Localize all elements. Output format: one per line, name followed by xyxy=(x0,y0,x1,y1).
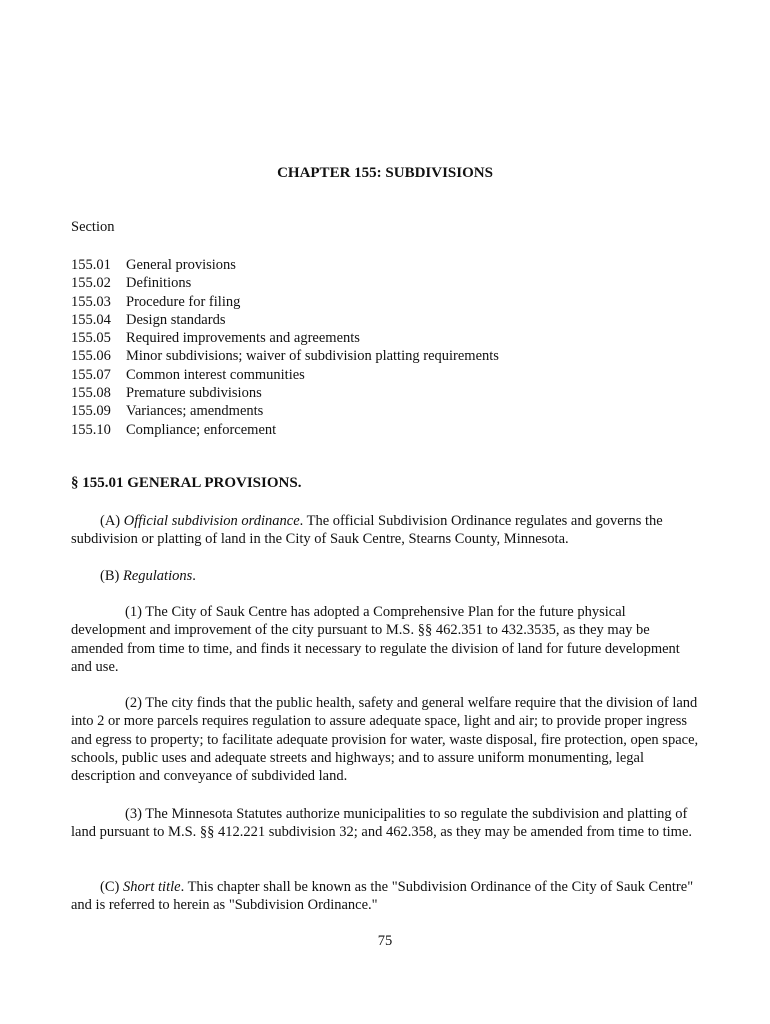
toc-entry xyxy=(71,347,499,365)
paragraph-b1: (1) The City of Sauk Centre has adopted a Comprehensive Plan for the future physical development and improvement of the city pursuant to M.S. §§ 462.351 to 432.3535, as they may be amended from time to time, and finds it necessary to regulate the division of land for future development and use. xyxy=(71,604,680,675)
toc-number: 155.02 xyxy=(71,275,111,292)
toc-number: 155.07 xyxy=(71,366,111,383)
paragraph-c-prefix: (C) xyxy=(100,879,123,895)
paragraph-c-text: . This chapter shall be known as the "Subdivision Ordinance of the City of Sauk Centre" and is referred to herein as "Subdivision Ordinance." xyxy=(71,879,694,914)
toc-title: Common interest communities xyxy=(126,366,305,383)
paragraph-a-title: Official subdivision ordinance xyxy=(123,513,300,529)
paragraph-b-text: . xyxy=(192,568,196,584)
paragraph-a-prefix: (A) xyxy=(100,513,124,529)
section-heading: § 155.01 GENERAL PROVISIONS. xyxy=(71,475,302,491)
toc-entry xyxy=(71,402,499,420)
toc-title: Design standards xyxy=(126,311,226,328)
paragraph-c-title: Short title xyxy=(122,879,181,895)
toc-number: 155.06 xyxy=(71,348,111,365)
toc-number: 155.01 xyxy=(71,257,111,273)
toc-number: 155.09 xyxy=(71,403,111,420)
paragraph-a xyxy=(71,512,701,549)
toc-entry xyxy=(71,421,499,439)
paragraph-b2: (2) The city finds that the public health, safety and general welfare require that the division of land into 2 or more parcels requires regulation to assure adequate space, light and air; to provide proper ingress and egress to property; to facilitate adequate provision for water, waste disposal, fire protection, open space, schools, public uses and adequate streets and highways; and to assure uniform monumenting, legal description and conveyance of subdivided land. xyxy=(71,695,699,785)
paragraph-a-text: . The official Subdivision Ordinance regulates and governs the subdivision or platting of land in the City of Sauk Centre, Stearns County, Minnesota. xyxy=(71,513,663,548)
toc-entry xyxy=(71,256,499,274)
toc-title: Procedure for filing xyxy=(126,293,241,310)
paragraph-b-prefix: (B) xyxy=(100,568,123,584)
toc-number: 155.03 xyxy=(71,293,111,310)
section-label: Section xyxy=(71,219,115,235)
paragraph-c xyxy=(71,878,701,915)
page-number: 75 xyxy=(377,933,393,949)
toc-title: Variances; amendments xyxy=(126,403,264,420)
toc-title: Compliance; enforcement xyxy=(126,421,277,438)
toc-entry xyxy=(71,293,499,311)
toc-entry xyxy=(71,366,499,384)
paragraph-b3: (3) The Minnesota Statutes authorize municipalities to so regulate the subdivision and platting of land pursuant to M.S. §§ 412.221 subdivision 32; and 462.358, as they may be amended from time to time. xyxy=(71,806,693,841)
toc-entry xyxy=(71,329,499,347)
toc-entry xyxy=(71,384,499,402)
toc-number: 155.10 xyxy=(71,421,111,438)
toc-title: General provisions xyxy=(126,257,236,273)
toc-number: 155.08 xyxy=(71,385,111,402)
toc-title: Required improvements and agreements xyxy=(126,330,360,347)
toc-title: Premature subdivisions xyxy=(126,385,262,402)
toc-title: Minor subdivisions; waiver of subdivision platting requirements xyxy=(126,348,499,365)
toc-number: 155.05 xyxy=(71,330,111,347)
paragraph-b xyxy=(71,567,701,585)
paragraph-b-title: Regulations xyxy=(122,568,193,584)
toc-number: 155.04 xyxy=(71,311,111,328)
toc-entry xyxy=(71,311,499,329)
toc-entry xyxy=(71,274,499,292)
chapter-title: CHAPTER 155: SUBDIVISIONS xyxy=(277,165,493,181)
table-of-contents xyxy=(71,256,499,439)
toc-title: Definitions xyxy=(126,275,192,292)
